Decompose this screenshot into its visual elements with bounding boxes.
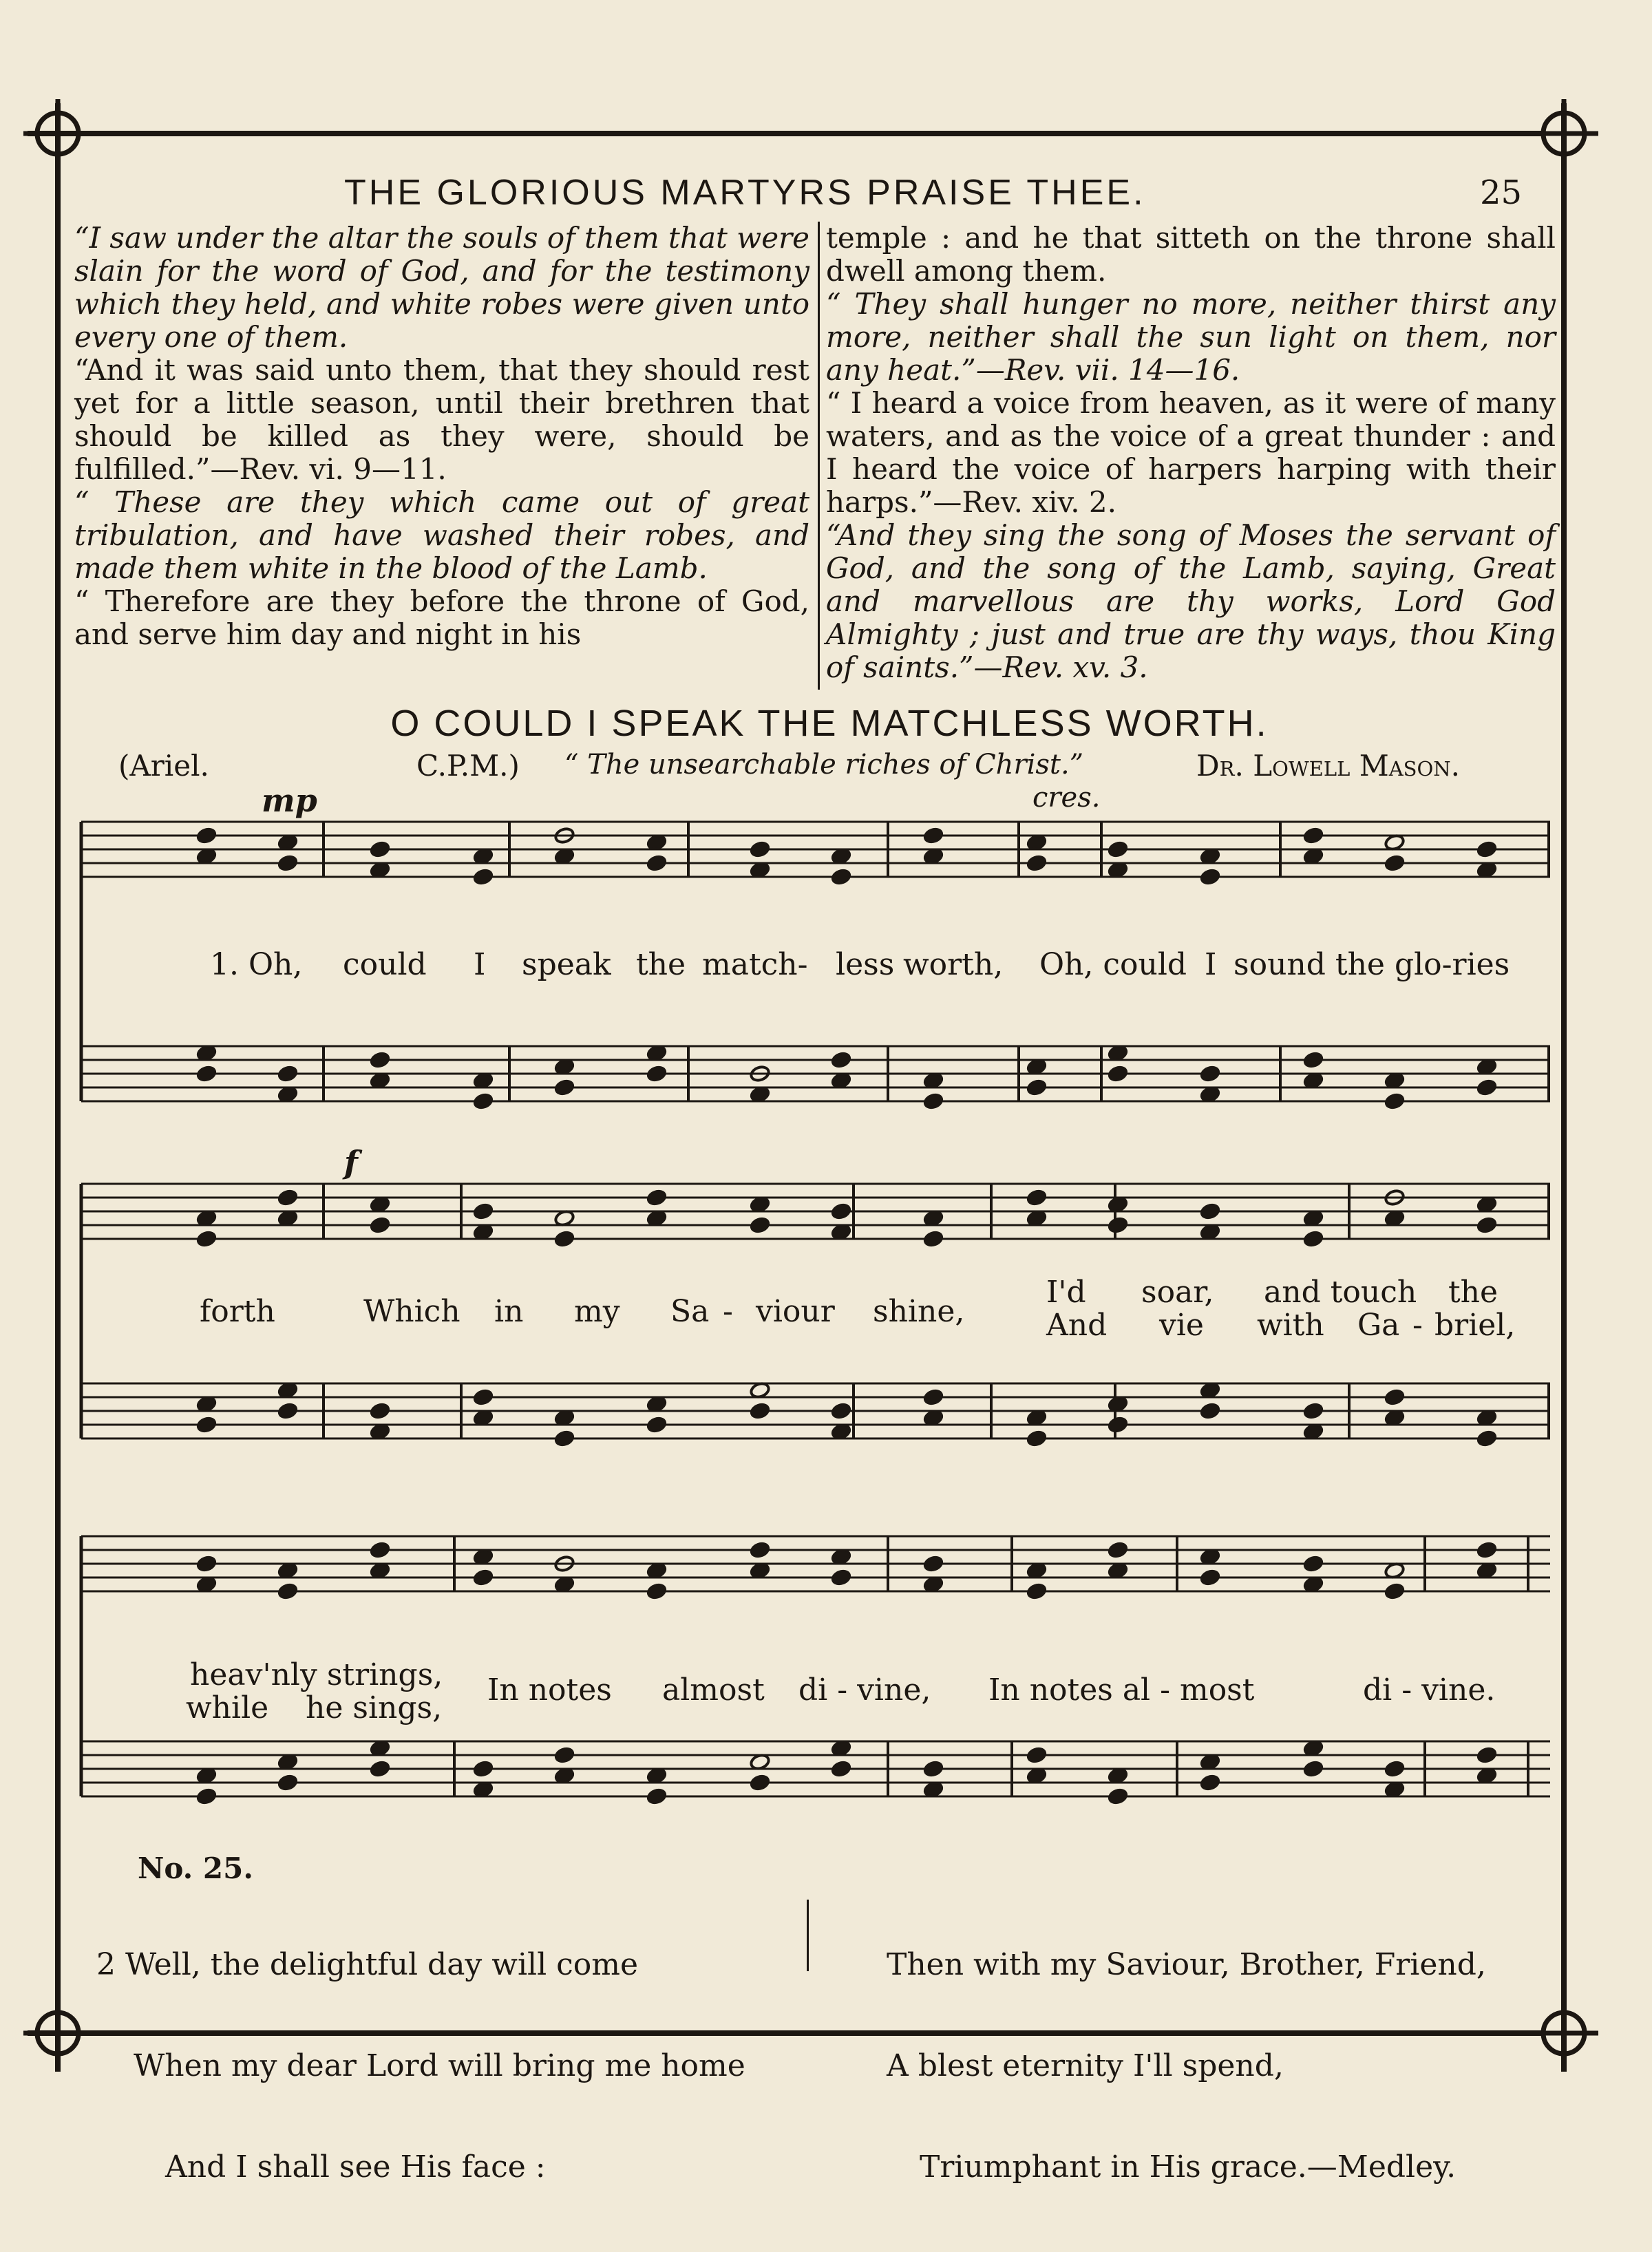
note-head [473,1202,494,1220]
dynamic-mp: mp [262,782,317,819]
note-head [1108,1216,1129,1234]
lyric-syllable: And [1046,1308,1108,1343]
lyric-syllable: and touch [1264,1275,1417,1310]
note-head [370,1402,391,1420]
note-head [1384,854,1406,872]
verse-line: When my dear Lord will bring me home [134,2048,745,2083]
verse-line: Then with my Saviour, Brother, Friend, [887,1947,1486,1982]
page-header-title: THE GLORIOUS MARTYRS PRAISE THEE. [344,173,1146,213]
note-head [646,1189,668,1207]
lyric-syllable: Oh, could [1039,947,1187,982]
note-head [923,1092,944,1110]
note-head [1303,1051,1324,1069]
lyric-syllable: Which [363,1294,460,1329]
verse-2-left [96,1880,745,2251]
note-head [370,1760,391,1778]
note-head [554,1230,575,1248]
note-head [1476,1746,1498,1764]
scripture-paragraph: temple : and he that sitteth on the throne shall dwell among them. [826,221,1556,288]
note-head [831,1202,852,1220]
note-head [1476,1430,1498,1447]
lyric-syllable: my [574,1294,620,1329]
lyric-syllable: I [1205,947,1217,982]
verse-line: A blest eternity I'll spend, [887,2048,1284,2083]
note-head [1108,1541,1129,1559]
lyric-syllable: he sings, [306,1690,443,1725]
lyric-syllable: in [494,1294,524,1329]
note-head [750,1541,771,1559]
lyric-syllable: Ga [1357,1308,1400,1343]
note-head [370,1216,391,1234]
note-head [1303,827,1324,844]
lyric-syllable: less [836,947,895,982]
note-head [370,1051,391,1069]
note-head [473,1092,494,1110]
note-head [831,1402,852,1420]
dynamic-f: f [344,1144,358,1181]
note-head [473,1388,494,1406]
note-head [923,827,944,844]
note-head [646,1787,668,1805]
lyric-syllable: briel, [1434,1308,1516,1343]
lyric-syllable: speak [522,947,611,982]
note-head [1303,1402,1324,1420]
note-head [1108,1065,1129,1083]
scripture-paragraph: “I saw under the altar the souls of them that were slain for the word of God, and for the testimony which they held, and white robes were given unto every one of them. [74,221,809,354]
page-number: 25 [1480,173,1523,212]
verse-2-right [887,1880,1486,2251]
note-head [473,1569,494,1586]
lyric-syllable: with [1257,1308,1324,1343]
lyric-syllable: almost [662,1672,765,1708]
note-head [923,1760,944,1778]
note-head [646,1582,668,1600]
note-head [1108,1787,1129,1805]
note-head [1384,1582,1406,1600]
note-head [1200,868,1221,886]
note-head [831,868,852,886]
note-head [277,1774,299,1792]
note-head [277,1582,299,1600]
dynamic-cres: cres. [1032,782,1101,814]
note-head [1476,1216,1498,1234]
lyric-syllable: could [343,947,427,982]
lyric-syllable: shine, [873,1294,965,1329]
lyric-syllable: I [474,947,486,982]
lyric-syllable: di - vine, [798,1672,931,1708]
note-head [831,1760,852,1778]
note-head [831,1051,852,1069]
note-head [831,1569,852,1586]
note-head [196,1416,218,1434]
note-head [750,1774,771,1792]
lyric-syllable: viour [756,1294,835,1329]
lyric-syllable: - [1412,1308,1423,1343]
scripture-paragraph: “ I heard a voice from heaven, as it were of many waters, and as the voice of a great thunder : and I heard the voice of harpers harping with their harps.”—Rev. xiv. 2. [826,386,1556,519]
note-head [473,1760,494,1778]
note-head [196,1555,218,1573]
note-head [277,1402,299,1420]
note-head [750,1402,771,1420]
lyric-syllable: I'd [1046,1275,1086,1310]
note-head [923,1230,944,1248]
lyric-syllable: - [723,1294,733,1329]
note-head [923,1388,944,1406]
note-head [1303,1230,1324,1248]
note-head [554,1746,575,1764]
note-head [1200,1065,1221,1083]
note-head [554,1430,575,1447]
lyric-syllable: di - vine. [1363,1672,1496,1708]
verse-line: Triumphant in His grace.—Medley. [920,2149,1457,2185]
scripture-paragraph: “ They shall hunger no more, neither thirst any more, neither shall the sun light on them, nor any heat.”—Rev. vii. 14—16. [826,287,1556,387]
note-head [1026,1189,1048,1207]
note-head [370,1541,391,1559]
note-head [1026,1582,1048,1600]
note-head [277,854,299,872]
scripture-paragraph: “And it was said unto them, that they should rest yet for a little season, until their brethren that should be killed as they were, should be fulfilled.”—Rev. vi. 9—11. [74,353,809,486]
lyric-syllable: heav'nly strings, [190,1657,443,1692]
note-head [923,1555,944,1573]
note-head [1384,1760,1406,1778]
note-head [1200,1402,1221,1420]
note-head [473,868,494,886]
note-head [196,1787,218,1805]
lyric-syllable: 1. Oh, [210,947,303,982]
note-head [1108,840,1129,858]
note-head [1303,1555,1324,1573]
note-head [1026,1079,1048,1096]
lyric-syllable: the [636,947,686,982]
note-head [646,1065,668,1083]
composer: Dr. Lowell Mason. [1196,749,1461,783]
verse-divider [807,1900,809,1971]
lyric-syllable: In notes al - most [988,1672,1255,1708]
note-head [1108,1416,1129,1434]
scripture-paragraph: “ These are they which came out of great tribulation, and have washed their robes, and made them white in the blood of the Lamb. [74,485,809,585]
note-head [370,840,391,858]
lyric-syllable: Sa [670,1294,710,1329]
meter: C.P.M.) [416,749,520,783]
lyric-syllable: the [1448,1275,1499,1310]
note-head [750,1216,771,1234]
note-head [1026,854,1048,872]
note-head [1026,1430,1048,1447]
lyric-syllable: while [186,1690,269,1725]
lyric-syllable: vie [1159,1308,1204,1343]
scripture-paragraph: “And they sing the song of Moses the servant of God, and the song of the Lamb, saying, Great and marvellous are thy works, Lord God Almighty ; just and true are thy ways, thou King of saints.”—Rev. xv. 3. [826,518,1556,684]
note-head [196,1065,218,1083]
verse-line: And I shall see His face : [165,2149,546,2185]
note-head [750,840,771,858]
note-head [1476,840,1498,858]
note-head [1476,1541,1498,1559]
verse-line: 2 Well, the delightful day will come [96,1947,639,1982]
lyric-syllable: sound the glo-ries [1233,947,1510,982]
lyric-syllable: match- [702,947,808,982]
lyric-syllable: worth, [903,947,1004,982]
note-head [1200,1569,1221,1586]
hymn-number: No. 25. [138,1851,253,1885]
note-head [1303,1760,1324,1778]
note-head [646,854,668,872]
note-head [277,1065,299,1083]
scripture-paragraph: “ Therefore are they before the throne of God, and serve him day and night in his [74,584,809,651]
hymn-title: O COULD I SPEAK THE MATCHLESS WORTH. [390,703,1269,744]
note-head [1384,1092,1406,1110]
note-head [196,1230,218,1248]
note-head [554,1079,575,1096]
note-head [277,1189,299,1207]
scripture-motto: “ The unsearchable riches of Christ.” [564,749,1084,780]
note-head [1384,1388,1406,1406]
note-head [1476,1079,1498,1096]
note-head [646,1416,668,1434]
note-head [1200,1774,1221,1792]
tune-name: (Ariel. [118,749,209,783]
lyric-syllable: forth [200,1294,275,1329]
note-head [196,827,218,844]
note-head [1026,1746,1048,1764]
lyric-syllable: soar, [1141,1275,1214,1310]
note-head [1200,1202,1221,1220]
lyric-syllable: In notes [487,1672,612,1708]
